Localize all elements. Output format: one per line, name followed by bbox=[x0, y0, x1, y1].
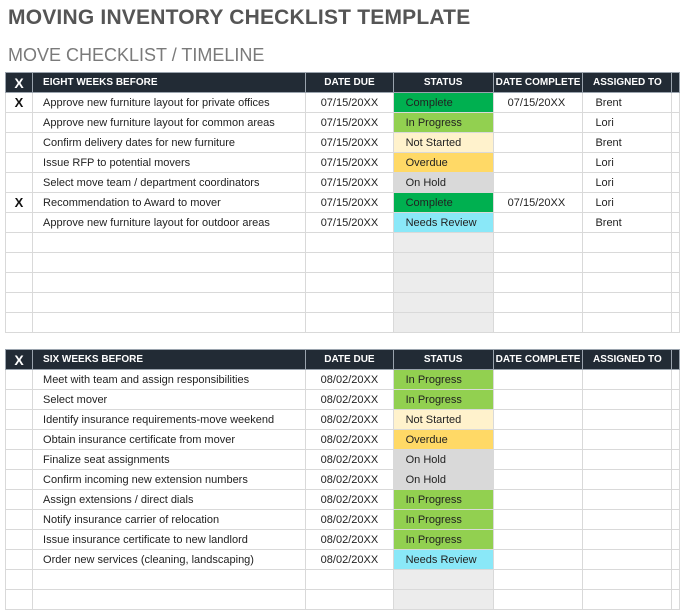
table-row bbox=[6, 550, 680, 570]
row-spacer-cell bbox=[672, 490, 680, 510]
assigned-to-cell[interactable] bbox=[583, 390, 672, 410]
task-cell[interactable]: Confirm incoming new extension numbers bbox=[33, 470, 306, 490]
row-spacer-cell bbox=[672, 193, 680, 213]
column-header-date-due: DATE DUE bbox=[306, 73, 393, 93]
date-due-cell[interactable]: 07/15/20XX bbox=[306, 153, 393, 173]
section-header-title: EIGHT WEEKS BEFORE bbox=[33, 73, 306, 93]
assigned-to-cell[interactable] bbox=[583, 510, 672, 530]
assigned-to-cell[interactable]: Lori bbox=[583, 193, 672, 213]
row-spacer-cell bbox=[672, 253, 680, 273]
date-due-cell[interactable]: 08/02/20XX bbox=[306, 470, 393, 490]
date-complete-cell[interactable] bbox=[493, 490, 583, 510]
table-row bbox=[6, 193, 680, 213]
date-due-cell[interactable]: 08/02/20XX bbox=[306, 390, 393, 410]
assigned-to-cell[interactable] bbox=[583, 430, 672, 450]
assigned-to-cell[interactable]: Lori bbox=[583, 153, 672, 173]
task-cell[interactable]: Issue RFP to potential movers bbox=[33, 153, 306, 173]
status-cell[interactable]: Complete bbox=[393, 93, 493, 113]
status-cell[interactable]: Overdue bbox=[393, 430, 493, 450]
task-cell[interactable]: Obtain insurance certificate from mover bbox=[33, 430, 306, 450]
date-complete-cell[interactable] bbox=[493, 470, 583, 490]
date-due-cell[interactable] bbox=[306, 233, 393, 253]
row-spacer-cell bbox=[672, 153, 680, 173]
table-row bbox=[6, 133, 680, 153]
date-due-cell[interactable]: 08/02/20XX bbox=[306, 530, 393, 550]
assigned-to-cell[interactable] bbox=[583, 233, 672, 253]
date-complete-cell[interactable] bbox=[493, 430, 583, 450]
assigned-to-cell[interactable] bbox=[583, 490, 672, 510]
date-due-cell[interactable]: 08/02/20XX bbox=[306, 370, 393, 390]
task-cell[interactable]: Select move team / department coordinators bbox=[33, 173, 306, 193]
status-cell[interactable] bbox=[393, 590, 493, 610]
table-row bbox=[6, 213, 680, 233]
date-due-cell[interactable]: 08/02/20XX bbox=[306, 450, 393, 470]
table-row bbox=[6, 273, 680, 293]
task-cell[interactable] bbox=[33, 313, 306, 333]
assigned-to-cell[interactable] bbox=[583, 253, 672, 273]
date-due-cell[interactable] bbox=[306, 273, 393, 293]
done-marker-cell[interactable] bbox=[6, 173, 33, 193]
column-header-x: X bbox=[6, 350, 33, 370]
row-spacer-cell bbox=[672, 213, 680, 233]
column-header-status: STATUS bbox=[393, 73, 493, 93]
task-cell[interactable]: Identify insurance requirements-move weekend bbox=[33, 410, 306, 430]
page-subtitle: MOVE CHECKLIST / TIMELINE bbox=[8, 45, 265, 65]
table-row bbox=[6, 430, 680, 450]
task-cell[interactable]: Approve new furniture layout for private offices bbox=[33, 93, 306, 113]
status-cell[interactable]: Not Started bbox=[393, 410, 493, 430]
date-due-cell[interactable] bbox=[306, 253, 393, 273]
task-cell[interactable]: Confirm delivery dates for new furniture bbox=[33, 133, 306, 153]
table-row bbox=[6, 530, 680, 550]
status-cell[interactable]: In Progress bbox=[393, 510, 493, 530]
status-cell[interactable]: Overdue bbox=[393, 153, 493, 173]
date-complete-cell[interactable] bbox=[493, 410, 583, 430]
row-spacer-cell bbox=[672, 410, 680, 430]
assigned-to-cell[interactable]: Brent bbox=[583, 93, 672, 113]
status-cell[interactable]: In Progress bbox=[393, 490, 493, 510]
task-cell[interactable]: Notify insurance carrier of relocation bbox=[33, 510, 306, 530]
task-cell[interactable] bbox=[33, 293, 306, 313]
assigned-to-cell[interactable] bbox=[583, 410, 672, 430]
date-complete-cell[interactable] bbox=[493, 550, 583, 570]
assigned-to-cell[interactable]: Brent bbox=[583, 133, 672, 153]
status-cell[interactable] bbox=[393, 253, 493, 273]
assigned-to-cell[interactable] bbox=[583, 313, 672, 333]
date-complete-cell[interactable] bbox=[493, 390, 583, 410]
assigned-to-cell[interactable] bbox=[583, 273, 672, 293]
table-row bbox=[6, 113, 680, 133]
date-complete-cell[interactable] bbox=[493, 113, 583, 133]
task-cell[interactable] bbox=[33, 570, 306, 590]
done-marker-cell[interactable] bbox=[6, 370, 33, 390]
date-due-cell[interactable]: 07/15/20XX bbox=[306, 93, 393, 113]
done-marker-cell[interactable] bbox=[6, 470, 33, 490]
date-due-cell[interactable] bbox=[306, 293, 393, 313]
status-cell[interactable]: Needs Review bbox=[393, 213, 493, 233]
table-row bbox=[6, 370, 680, 390]
row-spacer-cell bbox=[672, 470, 680, 490]
date-due-cell[interactable]: 08/02/20XX bbox=[306, 490, 393, 510]
table-row bbox=[6, 490, 680, 510]
column-header-date-due: DATE DUE bbox=[306, 350, 393, 370]
done-marker-cell[interactable] bbox=[6, 213, 33, 233]
status-cell[interactable] bbox=[393, 293, 493, 313]
date-complete-cell[interactable] bbox=[493, 233, 583, 253]
header-spacer bbox=[672, 73, 680, 93]
done-marker-cell[interactable]: X bbox=[6, 93, 33, 113]
row-spacer-cell bbox=[672, 390, 680, 410]
assigned-to-cell[interactable] bbox=[583, 293, 672, 313]
done-marker-cell[interactable] bbox=[6, 153, 33, 173]
eight-weeks-table bbox=[5, 72, 680, 333]
status-cell[interactable]: On Hold bbox=[393, 470, 493, 490]
column-header-x: X bbox=[6, 73, 33, 93]
row-spacer-cell bbox=[672, 570, 680, 590]
date-complete-cell[interactable] bbox=[493, 213, 583, 233]
done-marker-cell[interactable] bbox=[6, 410, 33, 430]
done-marker-cell[interactable] bbox=[6, 293, 33, 313]
date-complete-cell[interactable] bbox=[493, 570, 583, 590]
status-cell[interactable]: On Hold bbox=[393, 450, 493, 470]
date-due-cell[interactable]: 07/15/20XX bbox=[306, 133, 393, 153]
done-marker-cell[interactable] bbox=[6, 390, 33, 410]
done-marker-cell[interactable] bbox=[6, 113, 33, 133]
page-title: MOVING INVENTORY CHECKLIST TEMPLATE bbox=[8, 6, 471, 29]
task-cell[interactable] bbox=[33, 233, 306, 253]
done-marker-cell[interactable] bbox=[6, 510, 33, 530]
date-complete-cell[interactable] bbox=[493, 530, 583, 550]
table-row bbox=[6, 253, 680, 273]
table-row bbox=[6, 510, 680, 530]
done-marker-cell[interactable] bbox=[6, 570, 33, 590]
status-cell[interactable]: Not Started bbox=[393, 133, 493, 153]
column-header-assigned-to: ASSIGNED TO bbox=[583, 350, 672, 370]
task-cell[interactable]: Select mover bbox=[33, 390, 306, 410]
table-row bbox=[6, 390, 680, 410]
date-complete-cell[interactable] bbox=[493, 313, 583, 333]
date-complete-cell[interactable] bbox=[493, 450, 583, 470]
row-spacer-cell bbox=[672, 113, 680, 133]
task-cell[interactable]: Finalize seat assignments bbox=[33, 450, 306, 470]
done-marker-cell[interactable] bbox=[6, 530, 33, 550]
column-header-date-complete: DATE COMPLETE bbox=[493, 350, 583, 370]
status-cell[interactable]: In Progress bbox=[393, 390, 493, 410]
table-row bbox=[6, 93, 680, 113]
table-row bbox=[6, 313, 680, 333]
table-row bbox=[6, 470, 680, 490]
status-cell[interactable]: Complete bbox=[393, 193, 493, 213]
date-due-cell[interactable]: 08/02/20XX bbox=[306, 430, 393, 450]
date-complete-cell[interactable] bbox=[493, 510, 583, 530]
task-cell[interactable]: Assign extensions / direct dials bbox=[33, 490, 306, 510]
task-cell[interactable] bbox=[33, 273, 306, 293]
assigned-to-cell[interactable] bbox=[583, 450, 672, 470]
row-spacer-cell bbox=[672, 510, 680, 530]
section-header-row bbox=[6, 350, 680, 370]
column-header-assigned-to: ASSIGNED TO bbox=[583, 73, 672, 93]
date-due-cell[interactable]: 07/15/20XX bbox=[306, 193, 393, 213]
task-cell[interactable]: Issue insurance certificate to new landlord bbox=[33, 530, 306, 550]
assigned-to-cell[interactable] bbox=[583, 550, 672, 570]
assigned-to-cell[interactable] bbox=[583, 590, 672, 610]
task-cell[interactable]: Approve new furniture layout for outdoor areas bbox=[33, 213, 306, 233]
date-complete-cell[interactable] bbox=[493, 273, 583, 293]
assigned-to-cell[interactable] bbox=[583, 370, 672, 390]
done-marker-cell[interactable] bbox=[6, 233, 33, 253]
done-marker-cell[interactable] bbox=[6, 430, 33, 450]
status-cell[interactable]: In Progress bbox=[393, 370, 493, 390]
row-spacer-cell bbox=[672, 530, 680, 550]
column-header-status: STATUS bbox=[393, 350, 493, 370]
task-cell[interactable] bbox=[33, 253, 306, 273]
done-marker-cell[interactable] bbox=[6, 253, 33, 273]
row-spacer-cell bbox=[672, 450, 680, 470]
done-marker-cell[interactable] bbox=[6, 550, 33, 570]
done-marker-cell[interactable] bbox=[6, 273, 33, 293]
date-complete-cell[interactable] bbox=[493, 153, 583, 173]
done-marker-cell[interactable] bbox=[6, 450, 33, 470]
status-cell[interactable]: On Hold bbox=[393, 173, 493, 193]
date-due-cell[interactable]: 08/02/20XX bbox=[306, 410, 393, 430]
section-header-row bbox=[6, 73, 680, 93]
assigned-to-cell[interactable]: Brent bbox=[583, 213, 672, 233]
row-spacer-cell bbox=[672, 293, 680, 313]
date-complete-cell[interactable]: 07/15/20XX bbox=[493, 93, 583, 113]
status-cell[interactable]: In Progress bbox=[393, 530, 493, 550]
table-row bbox=[6, 570, 680, 590]
date-complete-cell[interactable] bbox=[493, 293, 583, 313]
header-spacer bbox=[672, 350, 680, 370]
task-cell[interactable] bbox=[33, 590, 306, 610]
date-complete-cell[interactable]: 07/15/20XX bbox=[493, 193, 583, 213]
row-spacer-cell bbox=[672, 273, 680, 293]
task-cell[interactable]: Recommendation to Award to mover bbox=[33, 193, 306, 213]
row-spacer-cell bbox=[672, 590, 680, 610]
table-row bbox=[6, 590, 680, 610]
table-row bbox=[6, 450, 680, 470]
date-complete-cell[interactable] bbox=[493, 590, 583, 610]
status-cell[interactable] bbox=[393, 233, 493, 253]
date-due-cell[interactable]: 07/15/20XX bbox=[306, 213, 393, 233]
task-cell[interactable]: Order new services (cleaning, landscaping) bbox=[33, 550, 306, 570]
six-weeks-table bbox=[5, 349, 680, 610]
section-header-title: SIX WEEKS BEFORE bbox=[33, 350, 306, 370]
table-row bbox=[6, 173, 680, 193]
date-complete-cell[interactable] bbox=[493, 173, 583, 193]
task-cell[interactable]: Approve new furniture layout for common areas bbox=[33, 113, 306, 133]
done-marker-cell[interactable] bbox=[6, 590, 33, 610]
table-row bbox=[6, 293, 680, 313]
date-due-cell[interactable]: 07/15/20XX bbox=[306, 113, 393, 133]
row-spacer-cell bbox=[672, 93, 680, 113]
row-spacer-cell bbox=[672, 370, 680, 390]
row-spacer-cell bbox=[672, 550, 680, 570]
date-complete-cell[interactable] bbox=[493, 133, 583, 153]
done-marker-cell[interactable]: X bbox=[6, 193, 33, 213]
status-cell[interactable] bbox=[393, 570, 493, 590]
done-marker-cell[interactable] bbox=[6, 133, 33, 153]
assigned-to-cell[interactable] bbox=[583, 570, 672, 590]
date-due-cell[interactable]: 07/15/20XX bbox=[306, 173, 393, 193]
date-due-cell[interactable] bbox=[306, 590, 393, 610]
date-due-cell[interactable] bbox=[306, 313, 393, 333]
row-spacer-cell bbox=[672, 233, 680, 253]
date-complete-cell[interactable] bbox=[493, 253, 583, 273]
assigned-to-cell[interactable]: Lori bbox=[583, 173, 672, 193]
table-row bbox=[6, 233, 680, 253]
assigned-to-cell[interactable] bbox=[583, 470, 672, 490]
column-header-date-complete: DATE COMPLETE bbox=[493, 73, 583, 93]
assigned-to-cell[interactable] bbox=[583, 530, 672, 550]
date-complete-cell[interactable] bbox=[493, 370, 583, 390]
assigned-to-cell[interactable]: Lori bbox=[583, 113, 672, 133]
table-row bbox=[6, 153, 680, 173]
date-due-cell[interactable]: 08/02/20XX bbox=[306, 510, 393, 530]
task-cell[interactable]: Meet with team and assign responsibilities bbox=[33, 370, 306, 390]
row-spacer-cell bbox=[672, 313, 680, 333]
date-due-cell[interactable]: 08/02/20XX bbox=[306, 550, 393, 570]
status-cell[interactable] bbox=[393, 273, 493, 293]
status-cell[interactable]: In Progress bbox=[393, 113, 493, 133]
status-cell[interactable]: Needs Review bbox=[393, 550, 493, 570]
row-spacer-cell bbox=[672, 173, 680, 193]
table-row bbox=[6, 410, 680, 430]
done-marker-cell[interactable] bbox=[6, 313, 33, 333]
row-spacer-cell bbox=[672, 133, 680, 153]
date-due-cell[interactable] bbox=[306, 570, 393, 590]
status-cell[interactable] bbox=[393, 313, 493, 333]
done-marker-cell[interactable] bbox=[6, 490, 33, 510]
row-spacer-cell bbox=[672, 430, 680, 450]
